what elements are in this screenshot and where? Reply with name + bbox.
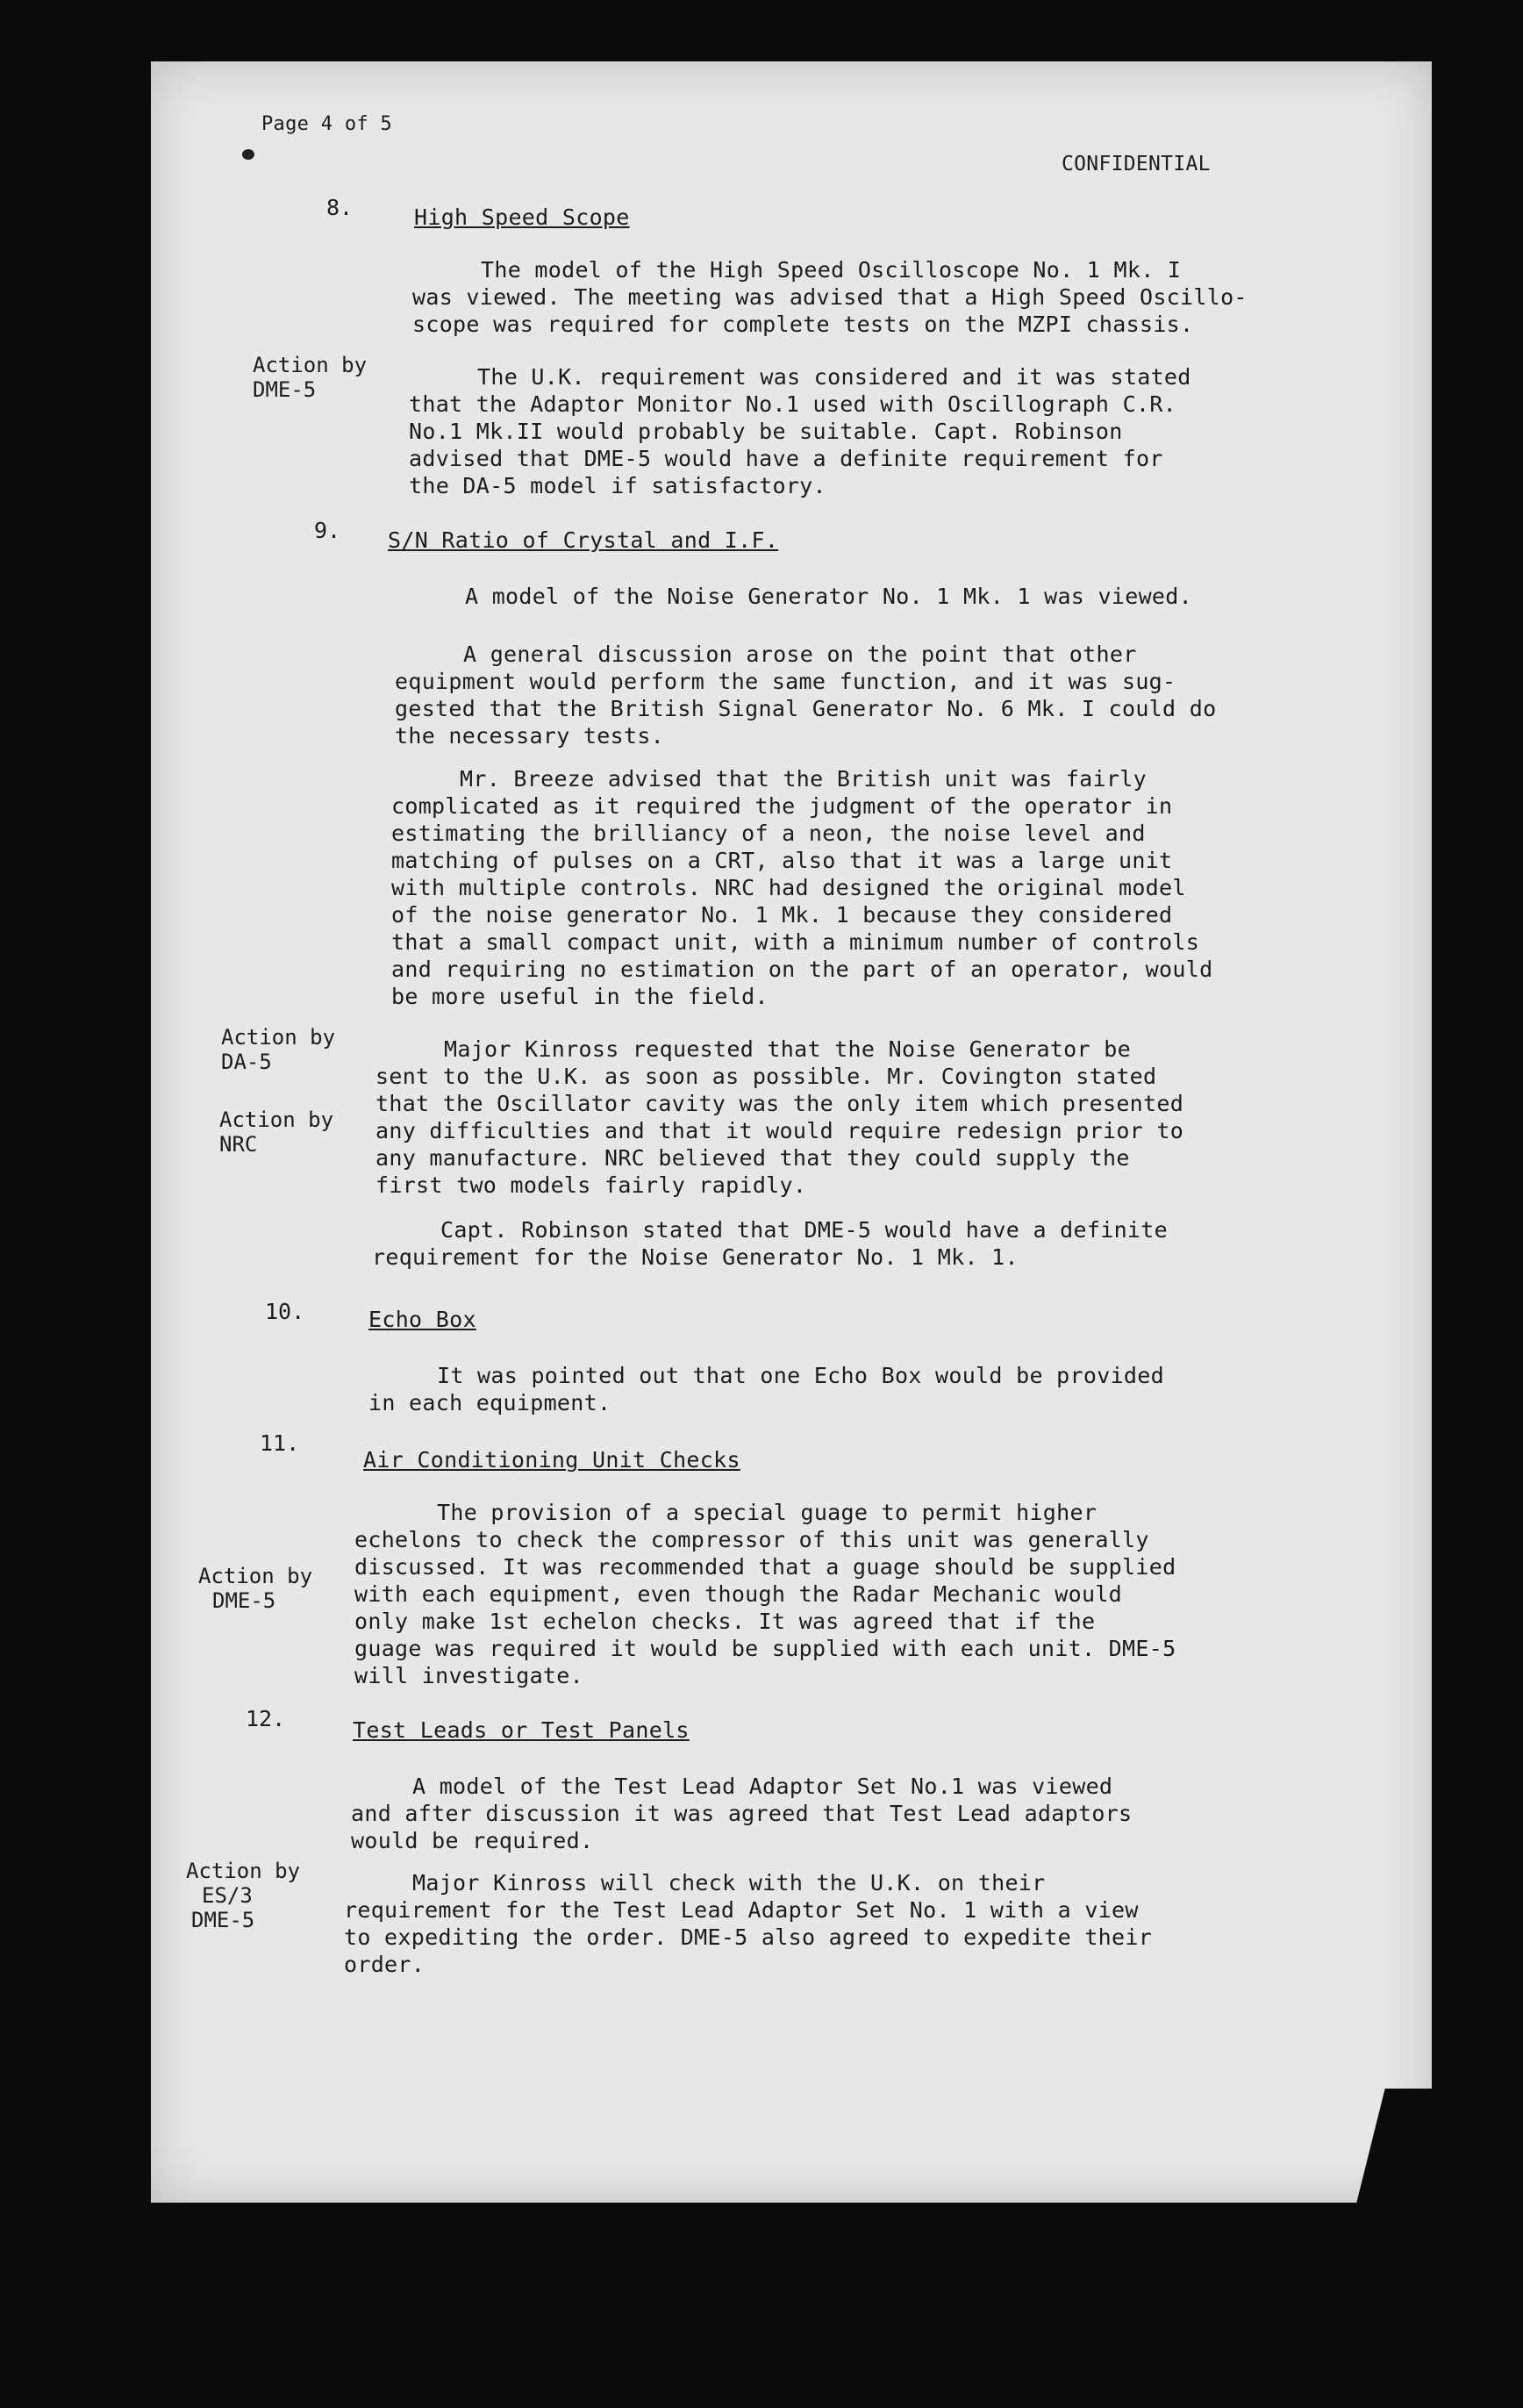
action-note: Action by NRC — [219, 1107, 334, 1157]
paragraph: The U.K. requirement was considered and it was stated that the Adaptor Monitor No.1 used with Oscillograph C.R. No.1 Mk.II would probably be suitable. Capt. Robinson advised that DME-5 would have a definite requirement for the DA-5 model if satisfactory. — [409, 364, 1191, 498]
paragraph: Major Kinross will check with the U.K. on their requirement for the Test Lead Adaptor Set No. 1 with a view to expediting the order. DME-5 also agreed to expedite their order. — [344, 1870, 1153, 1977]
classification-label: CONFIDENTIAL — [1062, 153, 1211, 176]
section-number: 9. — [314, 518, 341, 543]
ink-mark — [242, 149, 254, 160]
paragraph: A model of the Test Lead Adaptor Set No.1 was viewed and after discussion it was agreed that Test Lead adaptors would be required. — [351, 1774, 1133, 1853]
action-note: Action by ES/3 DME-5 — [186, 1859, 301, 1932]
section-heading: S/N Ratio of Crystal and I.F. — [388, 527, 779, 553]
section-number: 8. — [326, 195, 354, 220]
paragraph: It was pointed out that one Echo Box would be provided in each equipment. — [368, 1363, 1164, 1415]
action-note: Action by DME-5 — [253, 353, 368, 402]
section-heading: Test Leads or Test Panels — [353, 1717, 690, 1743]
section-number: 10. — [265, 1299, 305, 1324]
paragraph: Mr. Breeze advised that the British unit was fairly complicated as it required the judgment of the operator in estimating the brilliancy of a neon, the noise level and matching of pulses on a CRT, also that it was a large unit with multiple controls. NRC had designed the original model of the noise generator No. 1 Mk. 1 because they considered that a small compact unit, with a minimum number of controls and requiring no estimation on the part of an operator, would be more useful in the field. — [391, 766, 1213, 1009]
action-note: Action by DME-5 — [198, 1564, 313, 1613]
paragraph: The provision of a special guage to permit higher echelons to check the compressor of this unit was generally discussed. It was recommended that a guage should be supplied with each equipment, even though the Radar Mechanic would only make 1st echelon checks. It was agreed that if the guage was required it would be supplied with each unit. DME-5 will investigate. — [354, 1500, 1176, 1688]
section-number: 12. — [246, 1706, 286, 1731]
action-note: Action by DA-5 — [221, 1025, 336, 1074]
page-label: Page 4 of 5 — [261, 113, 392, 135]
paragraph: Capt. Robinson stated that DME-5 would have a definite requirement for the Noise Generator No. 1 Mk. 1. — [372, 1217, 1168, 1270]
paragraph: A model of the Noise Generator No. 1 Mk. 1 was viewed. — [465, 584, 1192, 609]
paragraph: The model of the High Speed Oscilloscope No. 1 Mk. I was viewed. The meeting was advised that a High Speed Oscillo- scope was required for complete tests on the MZPI chassis. — [412, 257, 1248, 337]
section-heading: High Speed Scope — [414, 204, 630, 230]
section-heading: Echo Box — [368, 1307, 476, 1332]
section-heading: Air Conditioning Unit Checks — [363, 1447, 740, 1473]
paragraph: A general discussion arose on the point that other equipment would perform the same function, and it was sug- gested that the British Signal Generator No. 6 Mk. I could do the necessary tests. — [395, 641, 1217, 749]
section-number: 11. — [260, 1430, 300, 1456]
paragraph: Major Kinross requested that the Noise Generator be sent to the U.K. as soon as possible. Mr. Covington stated that the Oscillator cavity was the only item which presented any difficulties and that it would require redesign prior to any manufacture. NRC believed that they could supply the first two models fairly rapidly. — [375, 1036, 1184, 1198]
